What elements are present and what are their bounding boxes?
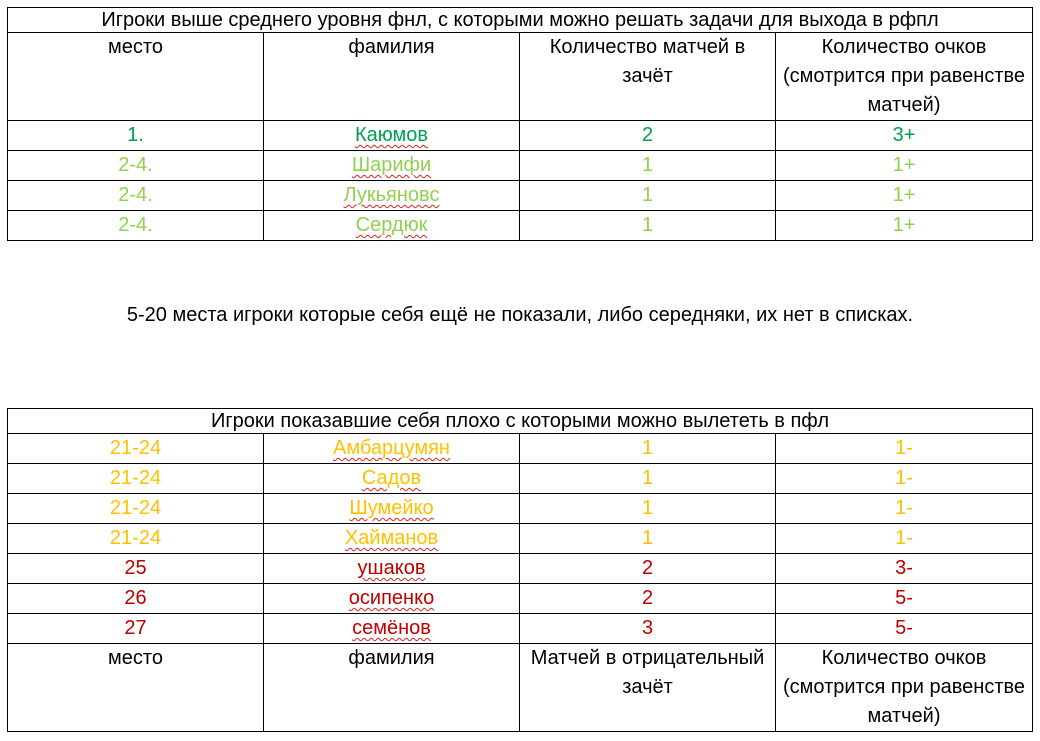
player-place: 21-24 xyxy=(8,494,264,524)
player-name: Лукьяновс xyxy=(264,181,520,211)
table-row xyxy=(8,211,1033,241)
footer-name: фамилия xyxy=(264,644,520,732)
player-points: 5- xyxy=(776,614,1033,644)
table-footer-row xyxy=(8,644,1033,732)
player-place: 21-24 xyxy=(8,434,264,464)
table-row xyxy=(8,524,1033,554)
player-place: 2-4. xyxy=(8,181,264,211)
player-name: семёнов xyxy=(264,614,520,644)
table-row xyxy=(8,434,1033,464)
player-name: Садов xyxy=(264,464,520,494)
player-points: 1+ xyxy=(776,151,1033,181)
player-place: 1. xyxy=(8,121,264,151)
player-name: Каюмов xyxy=(264,121,520,151)
header-place: место xyxy=(8,33,264,121)
table-header-row xyxy=(8,33,1033,121)
player-place: 2-4. xyxy=(8,151,264,181)
player-place: 21-24 xyxy=(8,524,264,554)
player-points: 3- xyxy=(776,554,1033,584)
player-name: ушаков xyxy=(264,554,520,584)
bad-players-body xyxy=(8,434,1033,644)
player-matches: 3 xyxy=(520,614,776,644)
table-row xyxy=(8,584,1033,614)
table-row xyxy=(8,554,1033,584)
player-name: Сердюк xyxy=(264,211,520,241)
player-matches: 2 xyxy=(520,584,776,614)
top-players-table xyxy=(7,7,1033,241)
top-players-body xyxy=(8,121,1033,241)
top-players-title: Игроки выше среднего уровня фнл, с которыми можно решать задачи для выхода в рфпл xyxy=(8,8,1033,33)
footer-points: Количество очков (смотрится при равенстве матчей) xyxy=(776,644,1033,732)
player-points: 1- xyxy=(776,524,1033,554)
player-name: Шумейко xyxy=(264,494,520,524)
player-points: 1+ xyxy=(776,211,1033,241)
player-matches: 1 xyxy=(520,181,776,211)
player-place: 21-24 xyxy=(8,464,264,494)
player-name: Хайманов xyxy=(264,524,520,554)
player-matches: 2 xyxy=(520,554,776,584)
player-name: Шарифи xyxy=(264,151,520,181)
table-row xyxy=(8,464,1033,494)
player-points: 1- xyxy=(776,464,1033,494)
table-row xyxy=(8,181,1033,211)
player-matches: 1 xyxy=(520,494,776,524)
bad-players-table xyxy=(7,408,1033,732)
header-matches: Количество матчей в зачёт xyxy=(520,33,776,121)
bad-players-title: Игроки показавшие себя плохо с которыми можно вылететь в пфл xyxy=(8,409,1033,434)
table-row xyxy=(8,151,1033,181)
player-points: 1- xyxy=(776,434,1033,464)
player-matches: 1 xyxy=(520,211,776,241)
player-place: 25 xyxy=(8,554,264,584)
table-row xyxy=(8,494,1033,524)
player-matches: 1 xyxy=(520,434,776,464)
footer-matches: Матчей в отрицательный зачёт xyxy=(520,644,776,732)
table-row xyxy=(8,614,1033,644)
player-place: 27 xyxy=(8,614,264,644)
footer-place: место xyxy=(8,644,264,732)
player-matches: 1 xyxy=(520,151,776,181)
player-points: 1+ xyxy=(776,181,1033,211)
player-matches: 1 xyxy=(520,524,776,554)
player-place: 2-4. xyxy=(8,211,264,241)
note-text: 5-20 места игроки которые себя ещё не показали, либо середняки, их нет в списках. xyxy=(126,304,914,326)
player-name: Амбарцумян xyxy=(264,434,520,464)
player-points: 5- xyxy=(776,584,1033,614)
player-place: 26 xyxy=(8,584,264,614)
player-name: осипенко xyxy=(264,584,520,614)
header-name: фамилия xyxy=(264,33,520,121)
table-row xyxy=(8,121,1033,151)
player-points: 3+ xyxy=(776,121,1033,151)
header-points: Количество очков (смотрится при равенстве матчей) xyxy=(776,33,1033,121)
player-matches: 1 xyxy=(520,464,776,494)
player-matches: 2 xyxy=(520,121,776,151)
player-points: 1- xyxy=(776,494,1033,524)
